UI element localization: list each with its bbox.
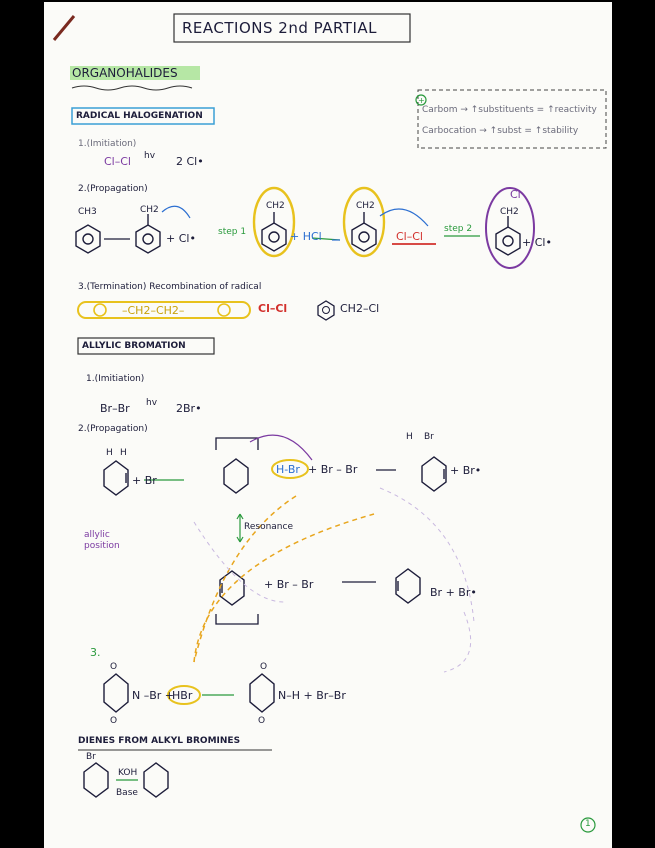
dienes-heading: DIENES FROM ALKYL BROMINES [78,736,241,746]
resonance-product: Br + Br• [430,586,477,599]
h-label-1: H [106,448,113,458]
termination-chain: –CH2–CH2– [122,304,185,317]
toluene-ring-3 [352,223,376,251]
ch2-product: CH2 [500,207,519,217]
note-line-2: Carbocation → ↑subst = ↑stability [422,126,579,136]
radical-heading: RADICAL HALOGENATION [76,111,203,121]
clcl-label: Cl–Cl [396,230,423,243]
hcl-label: + HCl [290,230,322,243]
cyclohexene-ring [104,461,128,495]
radical-step1: 1.(Imitiation) [78,139,137,149]
cl-top: Cl [510,188,521,201]
dienes-reagent: KOH [118,768,138,778]
product-ring [396,569,420,603]
step2-arrow-label: step 2 [444,224,473,234]
step1-arrow-label: step 1 [218,227,247,237]
o-bottom: O [110,716,118,726]
benzyl-chloride-ring [496,227,520,255]
radical-step1-eq: Cl–Cl [104,155,131,168]
o-top: O [110,662,118,672]
allylic-position-label: allylic position [84,530,120,551]
allyl-bromide-ring [422,457,446,491]
diene-ring [144,763,168,797]
allylic-step1-product: 2Br• [176,402,202,415]
cl-radical-product: + Cl• [522,236,552,249]
radical-step3: 3.(Termination) Recombination of radical [78,282,262,292]
radical-hv: hv [144,151,156,161]
pen-mark [54,16,74,40]
dienes-base: Base [116,788,138,798]
ch2-radical-label: CH2 [266,201,285,211]
cl-radical: + Cl• [166,232,196,245]
succinimide-ring [250,674,274,712]
nbs-left: N –Br + [132,689,175,702]
nbs-right: N–H + Br–Br [278,689,346,702]
br-radical-label: + Br• [450,464,482,477]
resonance-brbr: + Br – Br [264,578,314,591]
organohalides-heading: ORGANOHALIDES [72,66,178,80]
allylic-step1: 1.(Imitiation) [86,374,145,384]
note-box [418,90,606,148]
cyclohexene-ring-2 [224,459,248,493]
o-top-2: O [260,662,268,672]
termination-benzyl-chloride: CH2–Cl [340,302,380,315]
radical-step2: 2.(Propagation) [78,184,148,194]
allylic-step3: 3. [90,646,101,659]
allylic-heading: ALLYLIC BROMATION [82,341,186,351]
hbr-label: H-Br [276,463,300,476]
allylic-step1-eq: Br–Br [100,402,130,415]
h-label-3: H [406,432,413,442]
toluene-ring [76,225,100,253]
o-bottom-2: O [258,716,266,726]
nbs-hbr: HBr [172,689,193,702]
br-plus: + Br [132,474,157,487]
ch2-label-2: CH2 [356,201,375,211]
termination-clcl: Cl–Cl [258,302,288,315]
brbr-label: + Br – Br [308,463,358,476]
toluene-ring-2 [136,225,160,253]
ch3-label: CH3 [78,207,97,217]
page-title: REACTIONS 2nd PARTIAL [182,19,377,37]
svg-text:+: + [418,96,425,105]
note-line-1: Carbom → ↑substituents = ↑reactivity [422,105,597,115]
radical-step1-product: 2 Cl• [176,155,204,168]
wavy-underline [72,86,192,90]
resonance-ring [220,571,244,605]
ch2-label: CH2 [140,205,159,215]
bromocyclohexene-ring [84,763,108,797]
page-number: 1 [585,819,591,829]
allylic-step2: 2.(Propagation) [78,424,148,434]
allylic-hv: hv [146,398,158,408]
resonance-label: Resonance [244,522,293,532]
notebook-page [44,2,612,848]
benzyl-ring [262,223,286,251]
dienes-br: Br [86,752,96,762]
h-label-2: H [120,448,127,458]
br-label-top: Br [424,432,434,442]
nbs-ring [104,674,128,712]
